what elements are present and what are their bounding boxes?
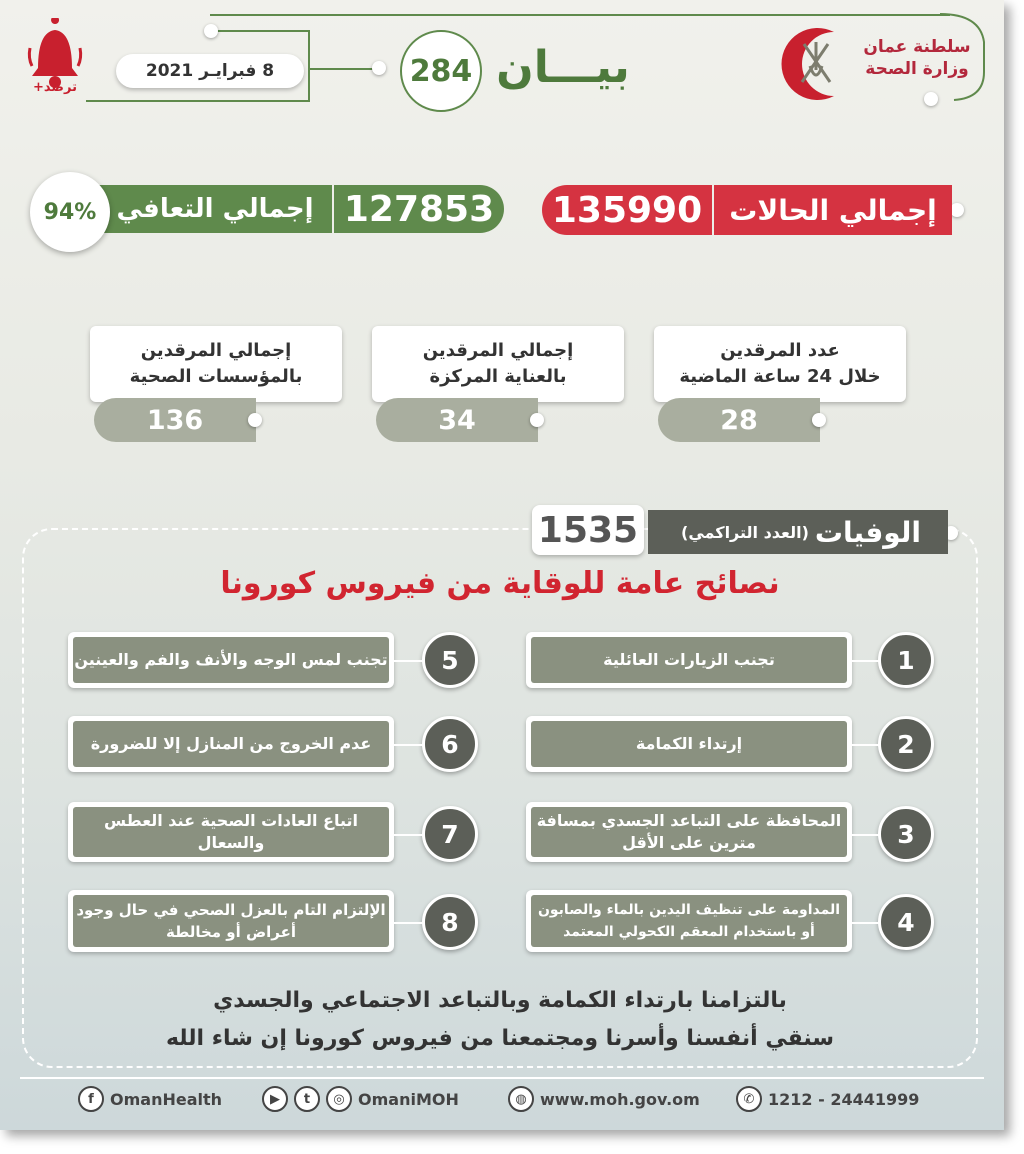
tip-connector xyxy=(394,744,424,746)
recovery-rate: 94% xyxy=(30,172,110,252)
tip-text: إرتداء الكمامة xyxy=(531,721,847,767)
ministry-name xyxy=(856,36,978,80)
header-top-line xyxy=(210,14,950,16)
hospital-box-icu xyxy=(372,326,624,402)
hospital-dot xyxy=(248,413,262,427)
tip-number: 5 xyxy=(422,632,478,688)
header-dot xyxy=(204,24,218,38)
footer-facebook[interactable] xyxy=(78,1084,222,1114)
date-bracket-bottom xyxy=(86,100,310,102)
hospital-box-total xyxy=(90,326,342,402)
tip-item xyxy=(526,632,852,688)
tip-connector xyxy=(852,834,880,836)
header-dot xyxy=(372,61,386,75)
tip-number: 4 xyxy=(878,894,934,950)
tip-number: 2 xyxy=(878,716,934,772)
hospital-label-line-1: إجمالي المرقدين xyxy=(422,340,574,361)
tip-number: 8 xyxy=(422,894,478,950)
hospital-label-line-2: خلال 24 ساعة الماضية xyxy=(679,366,881,387)
tip-text: المحافظة على التباعد الجسدي بمسافة مترين على الأقل xyxy=(531,807,847,857)
tip-text: المداومة على تنظيف اليدين بالماء والصابون أو باستخدام المعقم الكحولي المعتمد xyxy=(531,895,847,947)
facebook-icon: f xyxy=(78,1086,104,1112)
tip-item xyxy=(68,716,394,772)
tip-number: 3 xyxy=(878,806,934,862)
deaths-label xyxy=(648,510,948,554)
tip-text: عدم الخروج من المنازل إلا للضرورة xyxy=(73,721,389,767)
footer-divider xyxy=(20,1077,984,1079)
header-dot xyxy=(924,92,938,106)
tip-connector xyxy=(394,922,424,924)
tip-connector xyxy=(394,660,424,662)
tip-item xyxy=(526,716,852,772)
total-cases-label: إجمالي الحالات xyxy=(714,185,952,235)
phone-number: 1212 - 24441999 xyxy=(768,1089,920,1109)
bulletin-number: 284 xyxy=(400,30,482,112)
closing-message xyxy=(150,982,850,1058)
website-url: www.moh.gov.om xyxy=(540,1089,700,1109)
tip-item xyxy=(526,802,852,862)
tip-number: 1 xyxy=(878,632,934,688)
bulletin-title: بيـــان xyxy=(496,42,630,93)
globe-icon: ◍ xyxy=(508,1086,534,1112)
date-bracket-top xyxy=(210,30,310,32)
tip-item xyxy=(526,890,852,952)
tip-connector xyxy=(852,660,880,662)
tip-number: 6 xyxy=(422,716,478,772)
total-cases-value: 135990 xyxy=(542,185,712,235)
total-recovered-value: 127853 xyxy=(334,185,504,233)
hospital-value-total: 136 xyxy=(94,398,256,442)
tip-item xyxy=(68,890,394,952)
instagram-icon: ◎ xyxy=(326,1086,352,1112)
hospital-label-line-1: إجمالي المرقدين xyxy=(140,340,292,361)
footer-website[interactable] xyxy=(508,1084,700,1114)
tip-text: الإلتزام التام بالعزل الصحي في حال وجود أعراض أو مخالطة xyxy=(73,895,389,947)
tip-connector xyxy=(852,744,880,746)
deaths-sublabel: (العدد التراكمي) xyxy=(681,522,809,542)
hospital-box-24h xyxy=(654,326,906,402)
tip-number: 7 xyxy=(422,806,478,862)
bell-label: ترصُّد+ xyxy=(33,80,77,95)
hospital-value-icu: 34 xyxy=(376,398,538,442)
deaths-title: الوفيات xyxy=(814,515,921,549)
date-bracket-line xyxy=(308,30,310,102)
ministry-line-1: سلطنة عمان xyxy=(863,37,971,57)
tip-connector xyxy=(394,834,424,836)
hospital-dot xyxy=(530,413,544,427)
twitter-icon: t xyxy=(294,1086,320,1112)
tip-item xyxy=(68,802,394,862)
hospital-dot xyxy=(812,413,826,427)
facebook-handle: OmanHealth xyxy=(110,1089,223,1109)
hospital-label-line-2: بالعناية المركزة xyxy=(429,366,567,387)
cases-dot xyxy=(950,203,964,217)
phone-icon: ✆ xyxy=(736,1086,762,1112)
ministry-logo-icon xyxy=(774,22,858,106)
footer-phone[interactable] xyxy=(736,1084,919,1114)
tip-item xyxy=(68,632,394,688)
social-handle: OmaniMOH xyxy=(358,1089,459,1109)
advice-title: نصائح عامة للوقاية من فيروس كورونا xyxy=(220,566,780,601)
deaths-value: 1535 xyxy=(532,505,644,555)
hospital-label-line-2: بالمؤسسات الصحية xyxy=(129,366,303,387)
hospital-value-24h: 28 xyxy=(658,398,820,442)
closing-line-1: بالتزامنا بارتداء الكمامة وبالتباعد الاجتماعي والجسدي xyxy=(213,988,787,1013)
hospital-label-line-1: عدد المرقدين xyxy=(720,340,840,361)
tip-text: اتباع العادات الصحية عند العطس والسعال xyxy=(73,807,389,857)
date-pill: 8 فبرايـر 2021 xyxy=(116,54,304,88)
tip-text: تجنب الزيارات العائلية xyxy=(531,637,847,683)
youtube-icon: ▶ xyxy=(262,1086,288,1112)
ministry-line-2: وزارة الصحة xyxy=(865,59,969,79)
tip-connector xyxy=(852,922,880,924)
date-connector-line xyxy=(310,68,380,70)
total-recovered-label: إجمالي التعافي xyxy=(98,185,332,233)
closing-line-2: سنقي أنفسنا وأسرنا ومجتمعنا من فيروس كورونا إن شاء الله xyxy=(165,1026,835,1051)
tip-text: تجنب لمس الوجه والأنف والفم والعينين xyxy=(73,637,389,683)
footer-social[interactable] xyxy=(262,1084,459,1114)
